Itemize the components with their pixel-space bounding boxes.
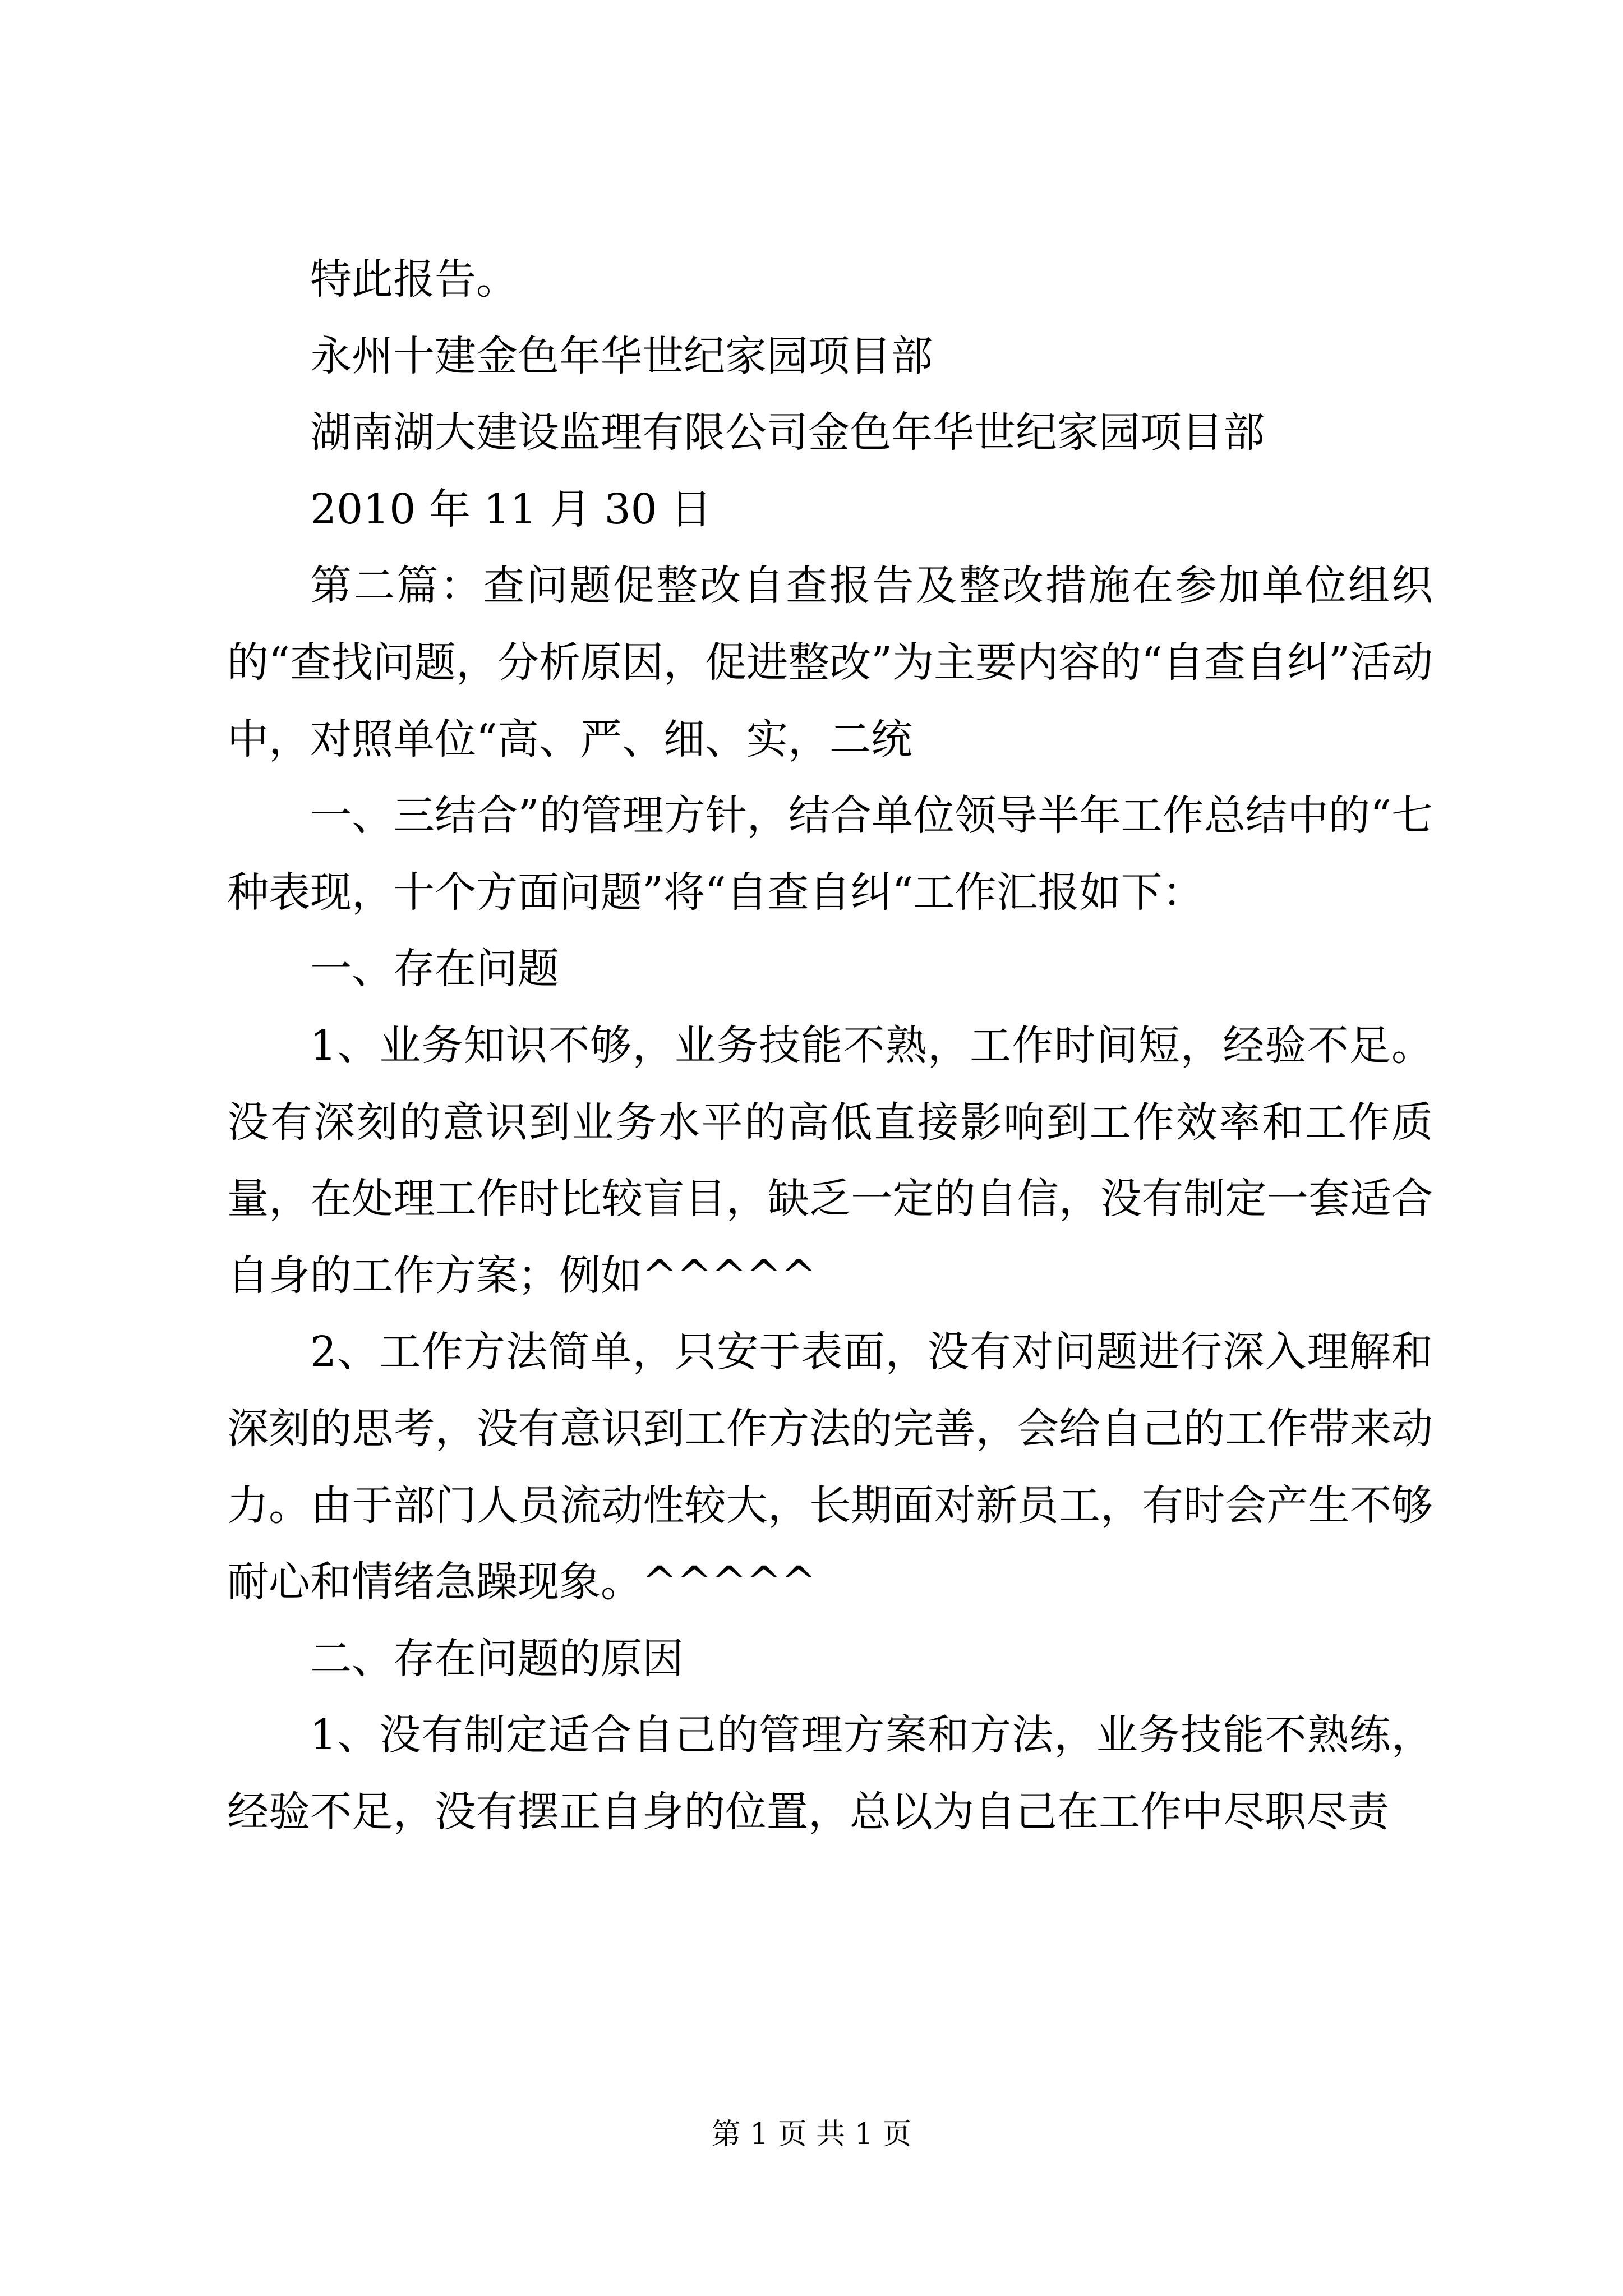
paragraph-signatory-2: 湖南湖大建设监理有限公司金色年华世纪家园项目部	[310, 408, 1265, 457]
paragraph-date: 2010 年 11 月 30 日	[310, 485, 712, 533]
paragraph-section-two-intro: 第二篇：查问题促整改自查报告及整改措施在参加单位组织的“查找问题，分析原因，促进整改”为主要内容的“自查自纠”活动中，对照单位“高、严、细、实，二统	[227, 562, 1433, 763]
paragraph-signatory-1: 永州十建金色年华世纪家园项目部	[310, 332, 933, 380]
paragraph-closing: 特此报告。	[310, 255, 518, 303]
page-footer: 第 1 页 共 1 页	[711, 2118, 912, 2151]
document-body	[227, 241, 1433, 1850]
paragraph-problem-1: 1、业务知识不够，业务技能不熟，工作时间短，经验不足。没有深刻的意识到业务水平的高低直接影响到工作效率和工作质量，在处理工作时比较盲目，缺乏一定的自信，没有制定一套适合自身的工作方案；例如^^^^^	[227, 1021, 1433, 1300]
heading-problems: 一、存在问题	[310, 945, 559, 993]
heading-causes: 二、存在问题的原因	[310, 1634, 684, 1683]
paragraph-problem-2: 2、工作方法简单，只安于表面，没有对问题进行深入理解和深刻的思考，没有意识到工作方法的完善，会给自己的工作带来动力。由于部门人员流动性较大，长期面对新员工，有时会产生不够耐心和情绪急躁现象。^^^^^	[227, 1328, 1433, 1607]
paragraph-policy: 一、三结合”的管理方针，结合单位领导半年工作总结中的“七种表现，十个方面问题”将“自查自纠“工作汇报如下：	[227, 792, 1433, 917]
paragraph-cause-1: 1、没有制定适合自己的管理方案和方法，业务技能不熟练，经验不足，没有摆正自身的位置，总以为自己在工作中尽职尽责	[227, 1711, 1433, 1836]
